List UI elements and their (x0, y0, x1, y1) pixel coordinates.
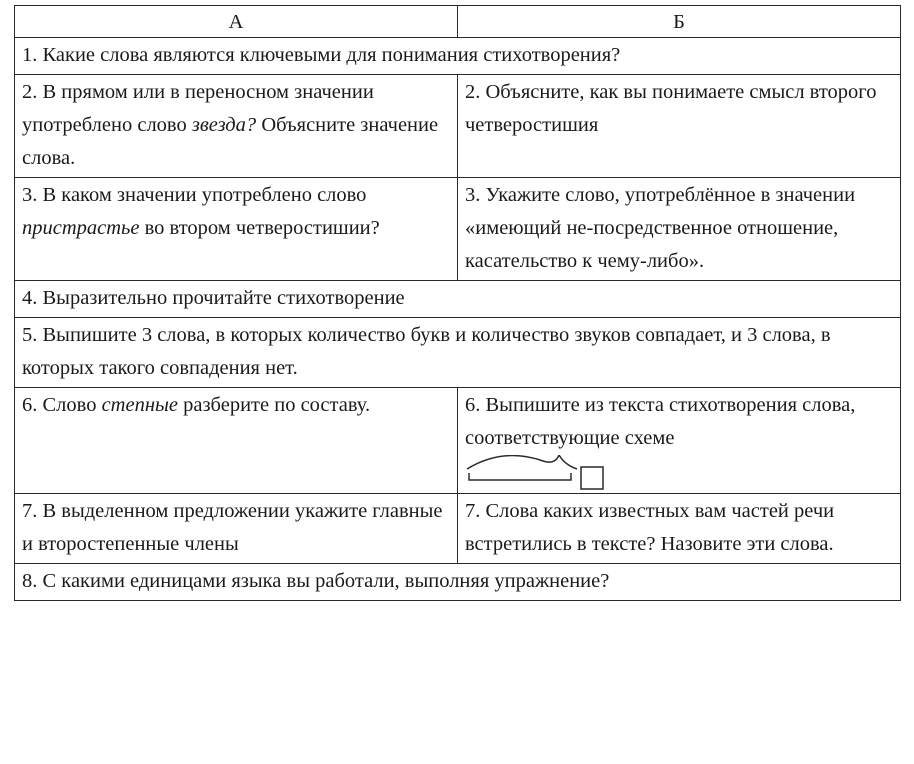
task-6b (458, 388, 901, 494)
table-row (15, 388, 901, 494)
tasks-table (14, 5, 901, 601)
task-3a-text: 3. В каком значении употреблено слово (22, 184, 367, 206)
task-2b: 2. Объясните, как вы понимаете смысл второго четверостишия (458, 75, 901, 178)
table-row (15, 75, 901, 178)
task-6a-text-end: разберите по составу. (177, 394, 371, 416)
task-2a (15, 75, 458, 178)
task-6a-italic-word: степные (101, 394, 178, 416)
task-7b: 7. Слова каких известных вам частей речи встретились в тексте? Назовите эти слова. (458, 494, 901, 564)
column-header-b: Б (458, 6, 901, 38)
table-row (15, 494, 901, 564)
task-6a (15, 388, 458, 494)
task-6b-text: 6. Выпишите из текста стихотворения слова, соответствующие схеме (465, 394, 856, 449)
task-7a: 7. В выделенном предложении укажите главные и второстепенные члены (15, 494, 458, 564)
task-4: 4. Выразительно прочитайте стихотворение (15, 281, 901, 318)
task-3a (15, 178, 458, 281)
task-2a-italic-word: звезда? (191, 114, 257, 136)
table-row (15, 6, 901, 38)
table-row (15, 318, 901, 388)
column-header-a: А (15, 6, 458, 38)
task-3a-italic-word: пристрастье (22, 217, 140, 239)
morpheme-scheme-icon (465, 455, 893, 491)
table-row (15, 38, 901, 75)
table-row (15, 564, 901, 601)
task-3a-text-end: во втором четверостишии? (139, 217, 380, 239)
task-5: 5. Выпишите 3 слова, в которых количество букв и количество звуков совпадает, и 3 слова, в которых такого совпадения нет. (15, 318, 901, 388)
task-8: 8. С какими единицами языка вы работали, выполняя упражнение? (15, 564, 901, 601)
task-1: 1. Какие слова являются ключевыми для понимания стихотворения? (15, 38, 901, 75)
task-2a-text: 2. В прямом или в переносном значении употреблено слово (22, 81, 374, 136)
task-2a-text-end: Объясните значение слова. (22, 114, 439, 169)
table-row (15, 281, 901, 318)
table-row (15, 178, 901, 281)
task-3b: 3. Укажите слово, употреблённое в значении «имеющий не-посредственное отношение, касательство к чему-либо». (458, 178, 901, 281)
task-6a-text: 6. Слово (22, 394, 102, 416)
